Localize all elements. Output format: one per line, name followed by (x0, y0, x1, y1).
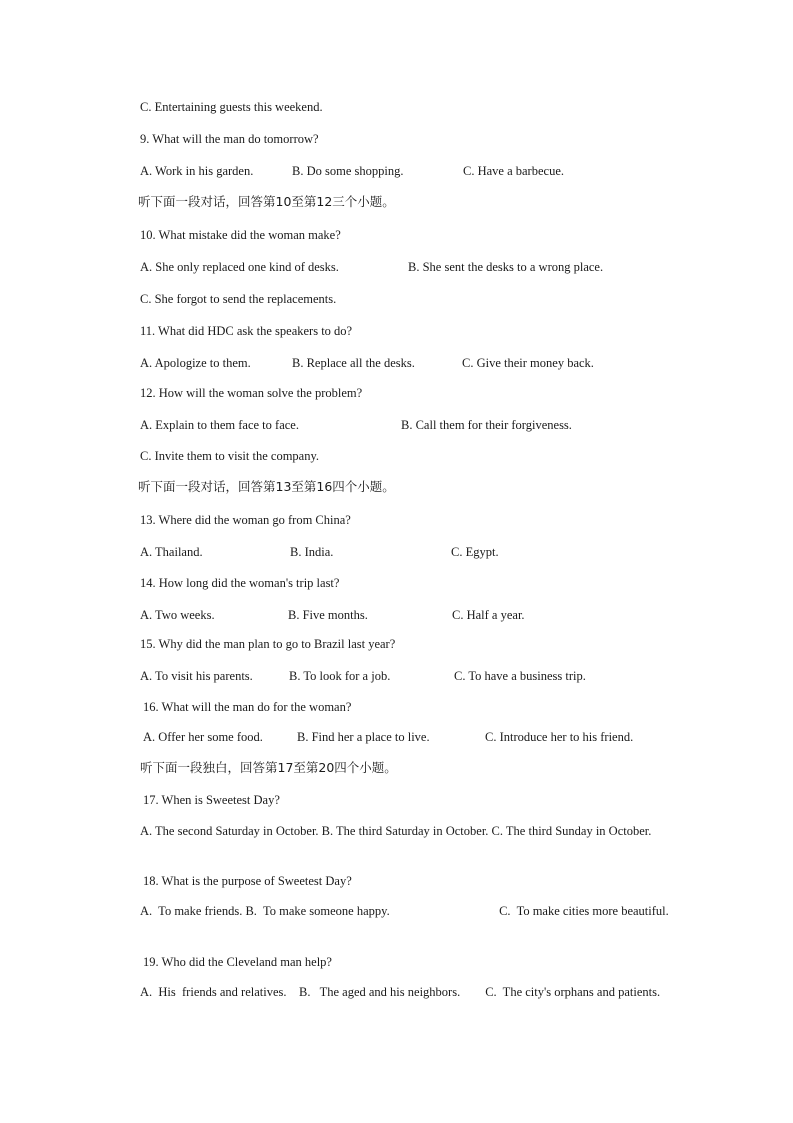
question-10-options-ab (140, 258, 680, 276)
q13-option-a: A. Thailand. (140, 545, 203, 559)
q13-option-c: C. Egypt. (451, 545, 499, 559)
q16-option-a: A. Offer her some food. (143, 730, 263, 744)
question-9-options (140, 162, 680, 180)
question-13-options (140, 543, 680, 561)
section-instruction-13-16: 听下面一段对话，回答第13至第16四个小题。 (138, 479, 395, 494)
question-12-options-ab (140, 416, 680, 434)
question-14-options (140, 606, 680, 624)
q8-option-c: C. Entertaining guests this weekend. (140, 100, 323, 114)
question-17: 17. When is Sweetest Day? (143, 793, 280, 807)
question-18-options: A. To make friends. B. To make someone happy. C. To make cities more beautiful. (140, 904, 669, 918)
question-14: 14. How long did the woman's trip last? (140, 576, 340, 590)
q9-option-c: C. Have a barbecue. (463, 164, 564, 178)
q11-option-c: C. Give their money back. (462, 356, 594, 370)
q13-option-b: B. India. (290, 545, 334, 559)
q15-option-b: B. To look for a job. (289, 669, 391, 683)
q15-option-a: A. To visit his parents. (140, 669, 253, 683)
q12-option-b: B. Call them for their forgiveness. (401, 418, 572, 432)
question-15: 15. Why did the man plan to go to Brazil last year? (140, 637, 396, 651)
q10-option-c: C. She forgot to send the replacements. (140, 292, 337, 306)
q9-option-a: A. Work in his garden. (140, 164, 254, 178)
question-13: 13. Where did the woman go from China? (140, 513, 351, 527)
q14-option-c: C. Half a year. (452, 608, 525, 622)
question-10: 10. What mistake did the woman make? (140, 228, 341, 242)
q12-option-a: A. Explain to them face to face. (140, 418, 299, 432)
q10-option-a: A. She only replaced one kind of desks. (140, 260, 339, 274)
question-11: 11. What did HDC ask the speakers to do? (140, 324, 353, 338)
question-16: 16. What will the man do for the woman? (143, 700, 352, 714)
question-15-options (140, 667, 680, 685)
q10-option-b: B. She sent the desks to a wrong place. (408, 260, 604, 274)
q12-option-c: C. Invite them to visit the company. (140, 449, 320, 463)
q16-option-c: C. Introduce her to his friend. (485, 730, 634, 744)
q11-option-a: A. Apologize to them. (140, 356, 251, 370)
question-18: 18. What is the purpose of Sweetest Day? (143, 874, 352, 888)
question-9: 9. What will the man do tomorrow? (140, 132, 319, 146)
question-11-options (140, 354, 680, 372)
question-19-options: A. His friends and relatives. B. The aged and his neighbors. C. The city's orphans and patients. (140, 985, 661, 999)
question-19: 19. Who did the Cleveland man help? (143, 955, 332, 969)
question-16-options (143, 728, 683, 746)
q15-option-c: C. To have a business trip. (454, 669, 586, 683)
q14-option-a: A. Two weeks. (140, 608, 215, 622)
section-instruction-17-20: 听下面一段独白，回答第17至第20四个小题。 (140, 760, 397, 775)
question-17-options: A. The second Saturday in October. B. The third Saturday in October. C. The third Sunday in October. (140, 824, 652, 838)
question-12: 12. How will the woman solve the problem? (140, 386, 363, 400)
q11-option-b: B. Replace all the desks. (292, 356, 415, 370)
q9-option-b: B. Do some shopping. (292, 164, 404, 178)
section-instruction-10-12: 听下面一段对话，回答第10至第12三个小题。 (138, 194, 395, 209)
q14-option-b: B. Five months. (288, 608, 368, 622)
q16-option-b: B. Find her a place to live. (297, 730, 430, 744)
